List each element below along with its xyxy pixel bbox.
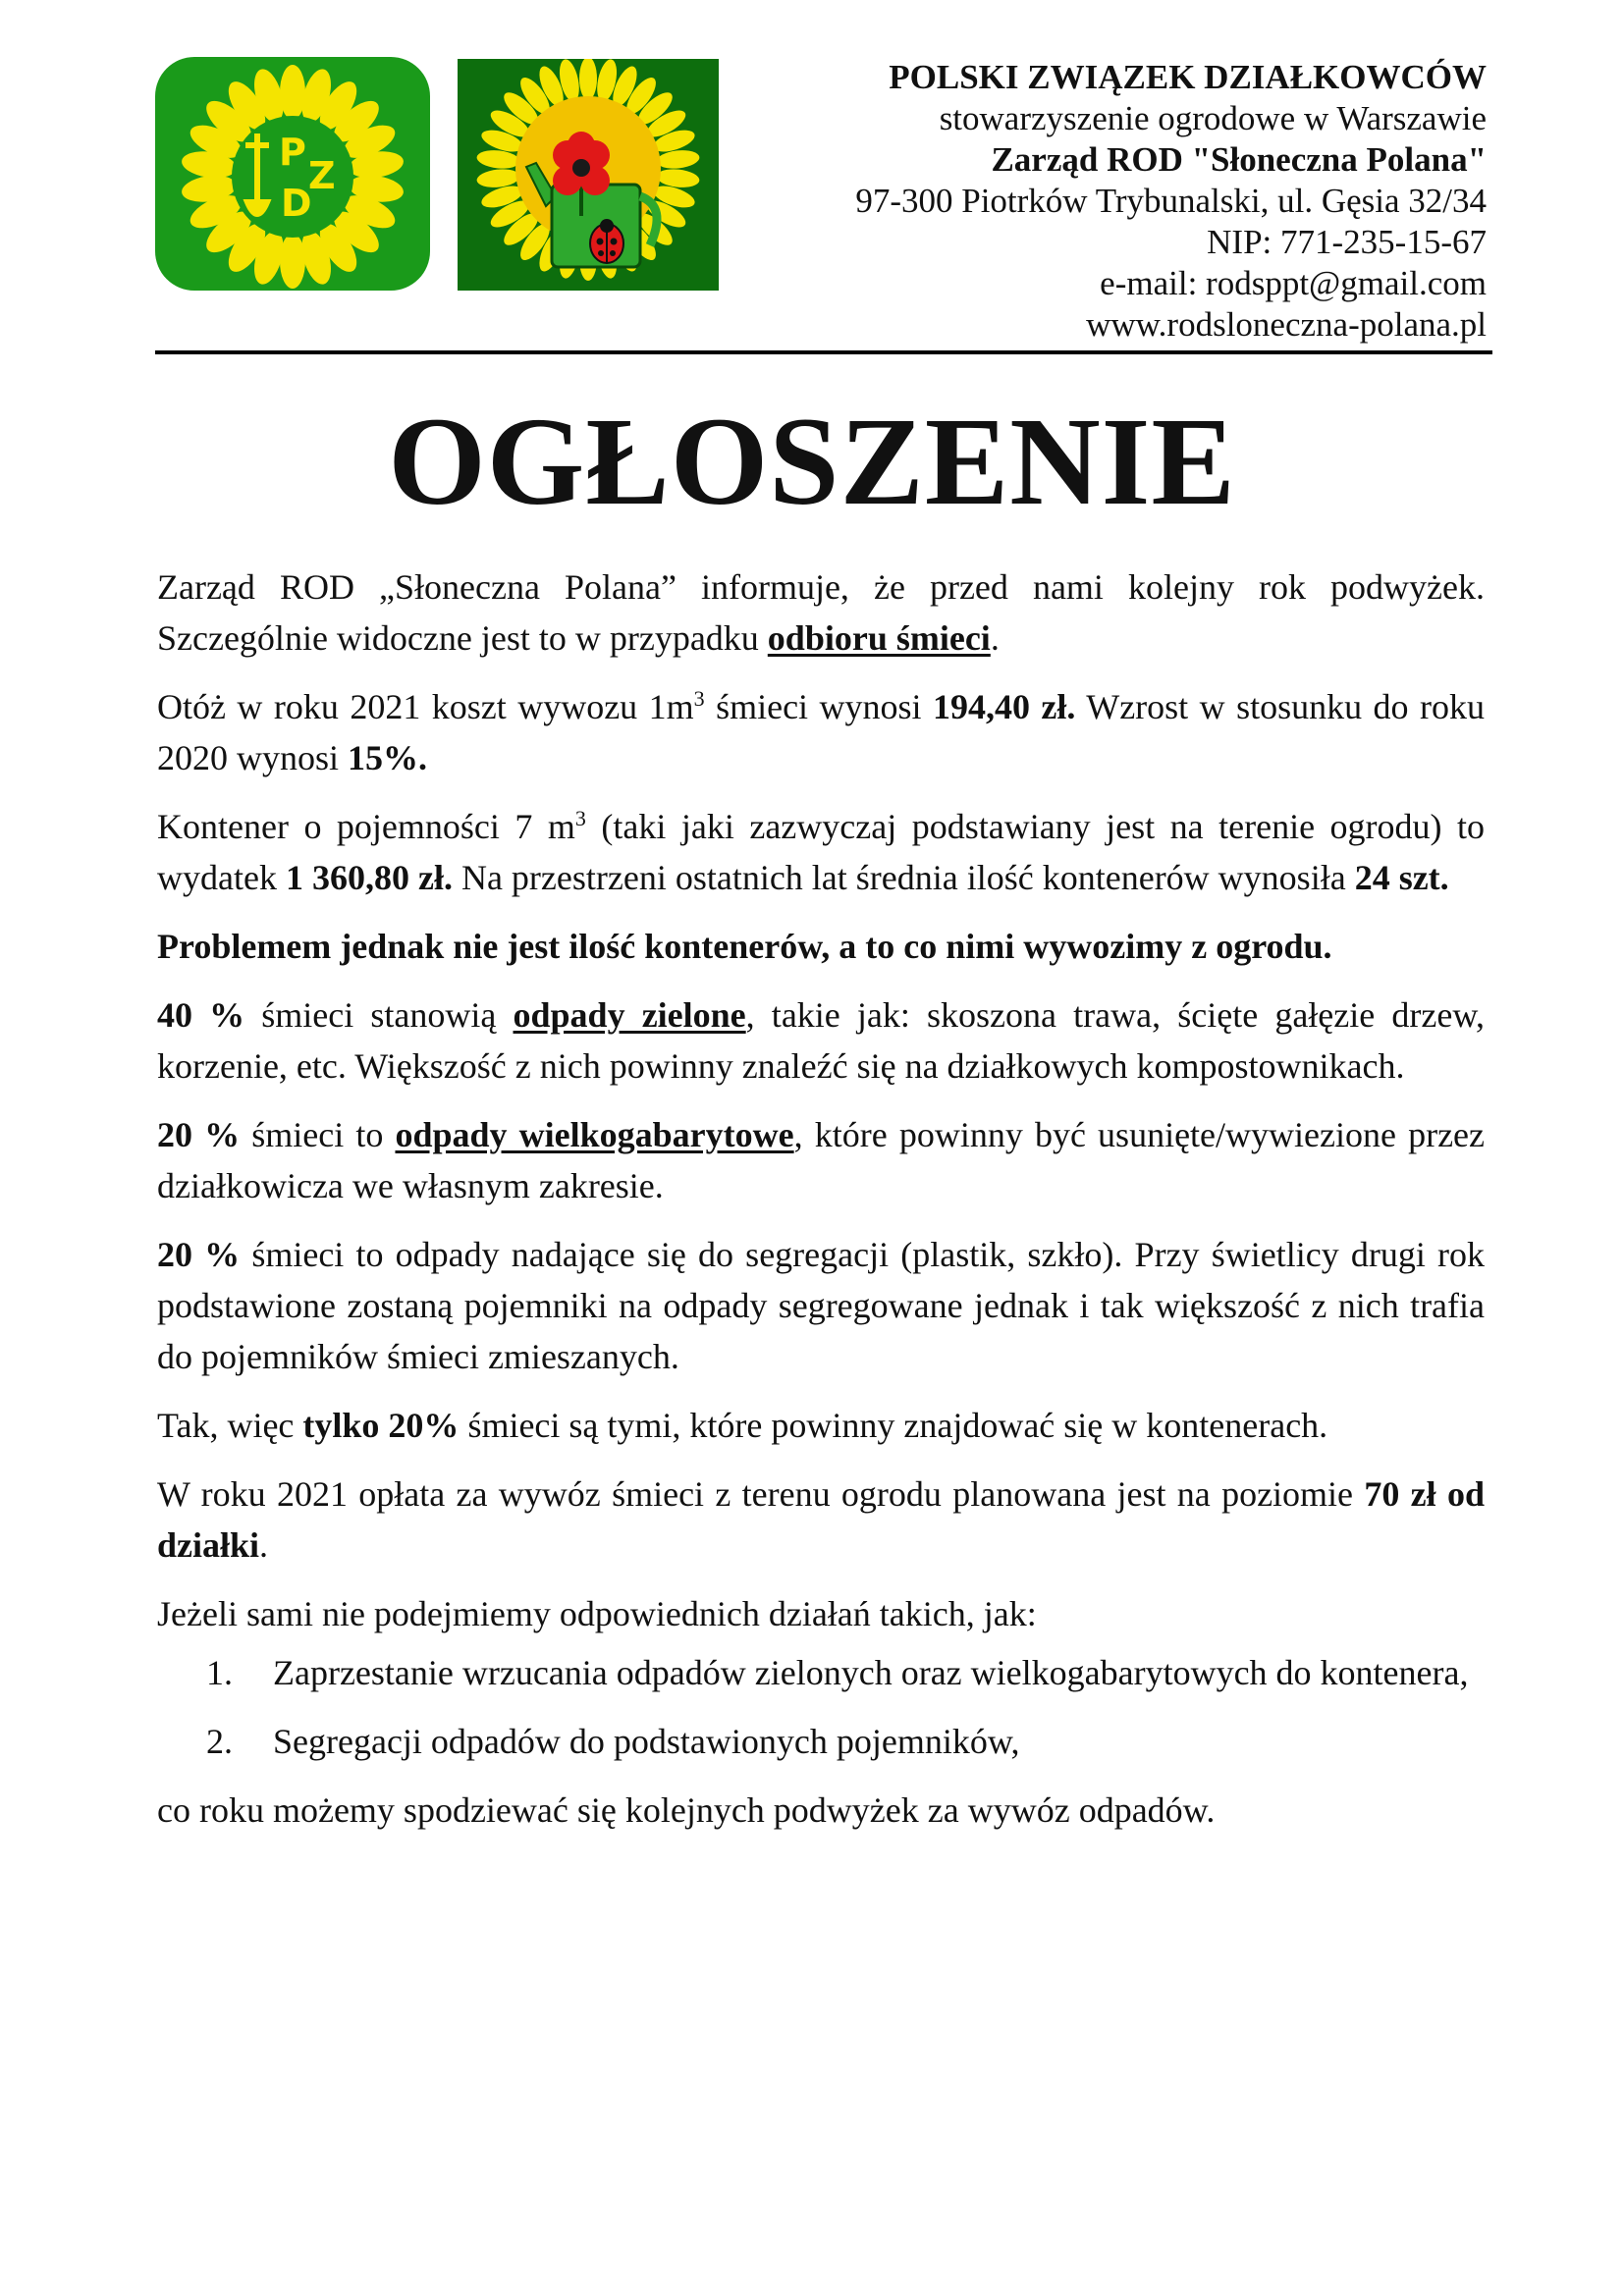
percent-value: 20 % <box>157 1235 241 1274</box>
container-cost: 1 360,80 zł. <box>285 858 453 897</box>
paragraph-green-waste <box>157 989 1485 1092</box>
cost-value: 194,40 zł. <box>932 687 1076 726</box>
superscript: 3 <box>574 806 586 830</box>
text-span: śmieci to <box>240 1115 396 1154</box>
actions-list <box>157 1647 1485 1767</box>
percent-value: 40 % <box>157 995 245 1035</box>
list-text: Zaprzestanie wrzucania odpadów zielonych oraz wielkogabarytowych do kontenera, <box>273 1653 1469 1692</box>
header-divider <box>155 350 1492 354</box>
increase-value: 15%. <box>348 738 428 777</box>
text-span: Wzrost w stosunku do roku 2020 wynosi <box>157 687 1485 777</box>
percent-value: 20 % <box>157 1115 241 1154</box>
list-number: 2. <box>206 1722 233 1761</box>
superscript: 3 <box>693 686 705 711</box>
text-span: , które powinny być usunięte/wywiezione przez działkowicza we własnym zakresie. <box>157 1115 1486 1205</box>
text-span: . <box>990 618 1000 658</box>
emphasis-green-waste: odpady zielone <box>513 995 746 1035</box>
paragraph-actions-intro: Jeżeli sami nie podejmiemy odpowiednich działań takich, jak: <box>157 1594 1037 1633</box>
board-name: Zarząd ROD "Słoneczna Polana" <box>991 140 1487 179</box>
text-span: śmieci stanowią <box>244 995 514 1035</box>
paragraph-only-20 <box>157 1400 1485 1451</box>
paragraph-bulky-waste <box>157 1109 1485 1211</box>
text-span: śmieci są tymi, które powinny znajdować się w kontenerach. <box>459 1406 1328 1445</box>
pzd-letter-d: D <box>281 182 312 225</box>
page-title: OGŁOSZENIE <box>388 392 1236 531</box>
organization-info <box>740 57 1487 346</box>
paragraph-intro <box>157 561 1485 664</box>
paragraph-container <box>157 801 1485 903</box>
text-span: Otóż w roku 2021 koszt wywozu 1m <box>157 687 694 726</box>
text-span: śmieci to odpady nadające się do segregacji (plastik, szkło). Przy świetlicy drugi rok podstawione zostaną pojemniki na odpady segregowane jednak i tak większość z nich trafia do pojemników śmieci zmieszanych. <box>157 1235 1486 1376</box>
text-span: (taki jaki zazwyczaj podstawiany jest na terenie ogrodu) to wydatek <box>157 807 1486 897</box>
rod-sunflower-logo <box>458 59 719 291</box>
email: e-mail: rodsppt@gmail.com <box>1100 264 1487 302</box>
fee-value: 70 zł od działki <box>157 1474 1485 1565</box>
org-type: stowarzyszenie ogrodowe w Warszawie <box>939 99 1487 137</box>
text-span: Zarząd ROD „Słoneczna Polana” informuje, że przed nami kolejny rok podwyżek. Szczególnie widoczne jest to w przypadku <box>157 567 1485 658</box>
paragraph-problem <box>157 921 1485 972</box>
problem-statement: Problemem jednak nie jest ilość kontenerów, a to co nimi wywozimy z ogrodu. <box>157 927 1332 966</box>
letterhead <box>155 57 1487 351</box>
text-span: . <box>259 1525 269 1565</box>
pzd-letter-p: P <box>279 131 306 174</box>
text-span: , takie jak: skoszona trawa, ścięte gałęzie drzew, korzenie, etc. Większość z nich powinny znaleźć się na działkowych kompostownikach. <box>157 995 1485 1086</box>
paragraph-fee <box>157 1468 1485 1571</box>
text-span: śmieci wynosi <box>704 687 933 726</box>
org-name: POLSKI ZWIĄZEK DZIAŁKOWCÓW <box>889 58 1487 96</box>
list-text: Segregacji odpadów do podstawionych pojemników, <box>273 1722 1020 1761</box>
paragraph-conclusion: co roku możemy spodziewać się kolejnych podwyżek za wywóz odpadów. <box>157 1790 1216 1830</box>
text-span: Tak, więc <box>157 1406 303 1445</box>
list-item <box>157 1647 1485 1698</box>
container-count: 24 szt. <box>1354 858 1449 897</box>
pzd-letter-z: Z <box>308 154 336 197</box>
nip: NIP: 771-235-15-67 <box>1207 223 1487 261</box>
website: www.rodsloneczna-polana.pl <box>1086 305 1487 344</box>
paragraph-cost <box>157 681 1485 783</box>
text-span: Na przestrzeni ostatnich lat średnia ilość kontenerów wynosiła <box>452 858 1355 897</box>
text-span: Kontener o pojemności 7 m <box>157 807 575 846</box>
announcement-body <box>157 561 1485 1853</box>
list-item <box>157 1716 1485 1767</box>
percent-value: tylko 20% <box>302 1406 460 1445</box>
list-number: 1. <box>206 1653 233 1692</box>
paragraph-segregation <box>157 1229 1485 1382</box>
text-span: W roku 2021 opłata za wywóz śmieci z terenu ogrodu planowana jest na poziomie <box>157 1474 1365 1514</box>
emphasis-waste-collection: odbioru śmieci <box>767 618 991 658</box>
emphasis-bulky-waste: odpady wielkogabarytowe <box>395 1115 794 1154</box>
pzd-logo <box>155 57 430 291</box>
address: 97-300 Piotrków Trybunalski, ul. Gęsia 32/34 <box>855 182 1487 220</box>
